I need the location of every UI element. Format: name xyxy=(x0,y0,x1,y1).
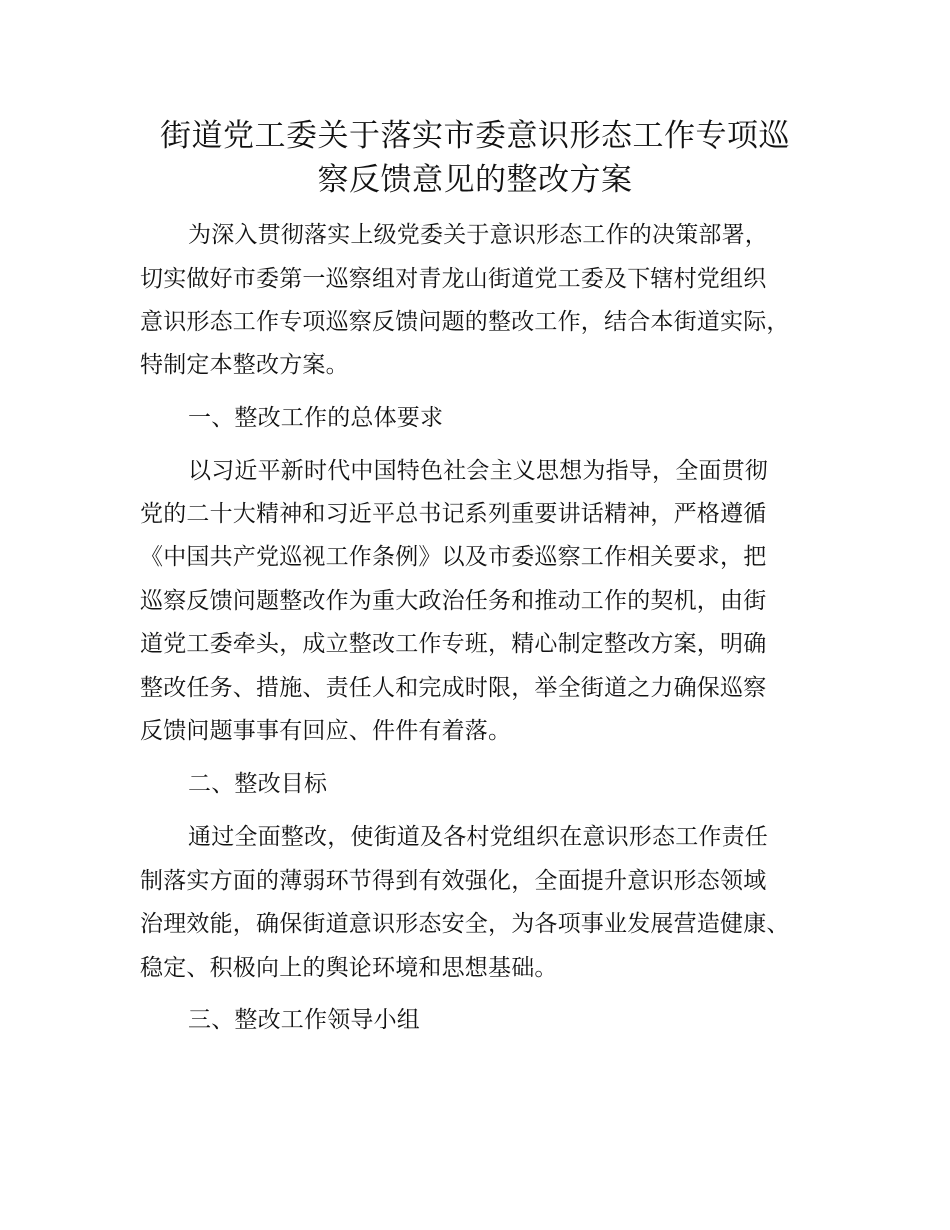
intro-line-2: 切实做好市委第一巡察组对青龙山街道党工委及下辖村党组织 xyxy=(140,266,767,292)
section1-line-7: 反馈问题事事有回应、件件有着落。 xyxy=(140,718,512,744)
intro-line-3: 意识形态工作专项巡察反馈问题的整改工作，结合本街道实际， xyxy=(140,309,790,335)
section-heading-1: 一、整改工作的总体要求 xyxy=(188,405,444,431)
section1-line-4: 巡察反馈问题整改作为重大政治任务和推动工作的契机，由街 xyxy=(140,588,767,614)
document-title-line-2: 察反馈意见的整改方案 xyxy=(317,162,633,198)
section1-line-1: 以习近平新时代中国特色社会主义思想为指导，全面贯彻 xyxy=(188,458,768,484)
section1-line-5: 道党工委牵头，成立整改工作专班，精心制定整改方案，明确 xyxy=(140,631,767,657)
section2-line-4: 稳定、积极向上的舆论环境和思想基础。 xyxy=(140,955,558,981)
section-heading-2: 二、整改目标 xyxy=(188,771,328,797)
section1-line-3: 《中国共产党巡视工作条例》以及市委巡察工作相关要求，把 xyxy=(140,544,767,570)
section2-line-2: 制落实方面的薄弱环节得到有效强化，全面提升意识形态领域 xyxy=(140,868,767,894)
section2-line-3: 治理效能，确保街道意识形态安全，为各项事业发展营造健康、 xyxy=(140,911,790,937)
section-heading-3: 三、整改工作领导小组 xyxy=(188,1007,420,1033)
section2-line-1: 通过全面整改，使街道及各村党组织在意识形态工作责任 xyxy=(188,824,768,850)
intro-line-4: 特制定本整改方案。 xyxy=(140,352,349,378)
section1-line-6: 整改任务、措施、责任人和完成时限，举全街道之力确保巡察 xyxy=(140,675,767,701)
section1-line-2: 党的二十大精神和习近平总书记系列重要讲话精神，严格遵循 xyxy=(140,501,767,527)
document-title-line-1: 街道党工委关于落实市委意识形态工作专项巡 xyxy=(160,118,790,154)
intro-line-1: 为深入贯彻落实上级党委关于意识形态工作的决策部署， xyxy=(188,222,768,248)
